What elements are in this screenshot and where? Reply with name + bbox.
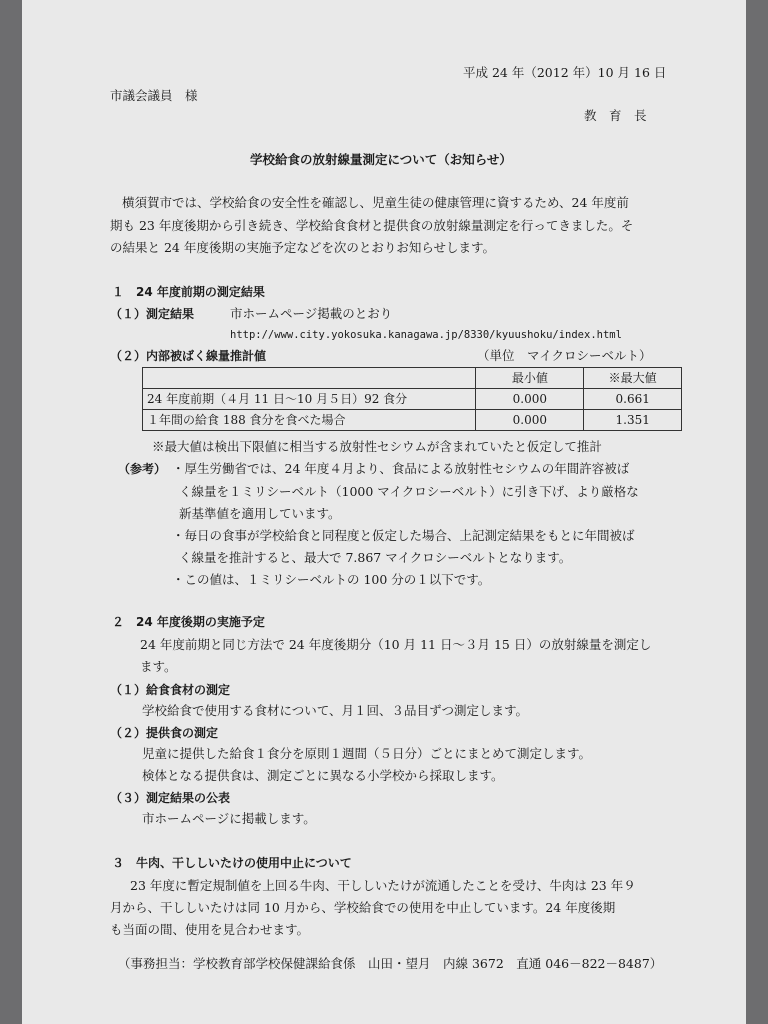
section2-sub2-line: 児童に提供した給食１食分を原則１週間（５日分）ごとにまとめて測定します。 (142, 746, 592, 761)
addressee: 市議会議員 様 (110, 88, 198, 103)
intro-line: の結果と 24 年度後期の実施予定などを次のとおりお知らせします。 (110, 240, 495, 255)
table-header-cell: 最小値 (476, 368, 584, 389)
table-cell-min: 0.000 (476, 410, 584, 431)
section3-line: 月から、干ししいたけは同 10 月から、学校給食での使用を中止しています。24 年度後期 (110, 900, 616, 915)
section1-sub1-text: 市ホームページ掲載のとおり (230, 306, 393, 321)
table-cell-max: 0.661 (584, 389, 682, 410)
section2-sub3-text: 市ホームページに掲載します。 (142, 811, 316, 826)
table-cell-period: １年間の給食 188 食分を食べた場合 (143, 410, 476, 431)
reference-line: く線量を推計すると、最大で 7.867 マイクロシーベルトとなります。 (179, 550, 572, 565)
table-header-cell (143, 368, 476, 389)
table-cell-period: 24 年度前期（４月 11 日～10 月５日）92 食分 (143, 389, 476, 410)
results-url[interactable]: http://www.city.yokosuka.kanagawa.jp/8330/kyuushoku/index.html (230, 329, 622, 341)
intro-line: 横須賀市では、学校給食の安全性を確認し、児童生徒の健康管理に資するため、24 年度前 (122, 195, 629, 210)
table-header-cell: ※最大値 (584, 368, 682, 389)
sender: 教 育 長 (584, 108, 647, 123)
document-title: 学校給食の放射線量測定について（お知らせ） (250, 152, 512, 167)
dose-table (142, 367, 682, 431)
document-page (22, 0, 746, 1024)
section2-line: 24 年度前期と同じ方法で 24 年度後期分（10 月 11 日～３月 15 日）の放射線量を測定し (140, 637, 652, 652)
reference-line: ・この値は、１ミリシーベルトの 100 分の１以下です。 (172, 572, 491, 587)
unit-label: （単位 マイクロシーベルト） (477, 348, 652, 363)
section1-heading: １ 24 年度前期の測定結果 (112, 285, 265, 299)
section1-sub2-label: （２）内部被ばく線量推計値 (110, 349, 267, 363)
section3-line: 23 年度に暫定規制値を上回る牛肉、干ししいたけが流通したことを受け、牛肉は 23 年９ (130, 878, 636, 893)
section2-heading: ２ 24 年度後期の実施予定 (112, 615, 265, 629)
section1-sub1-label: （１）測定結果 (110, 307, 195, 321)
section2-sub2-line: 検体となる提供食は、測定ごとに異なる小学校から採取します。 (142, 768, 504, 783)
reference-line: 新基準値を適用しています。 (179, 506, 341, 521)
intro-line: 期も 23 年度後期から引き続き、学校給食食材と提供食の放射線量測定を行ってきました。そ (110, 218, 634, 233)
table-row (143, 410, 682, 431)
section3-heading: ３ 牛肉、干ししいたけの使用中止について (112, 856, 352, 870)
section2-line: ます。 (140, 659, 177, 674)
reference-line: ・厚生労働省では、24 年度４月より、食品による放射性セシウムの年間許容被ば (172, 461, 630, 476)
section2-sub1-text: 学校給食で使用する食材について、月１回、３品目ずつ測定します。 (142, 703, 529, 718)
table-header-row (143, 368, 682, 389)
document-date: 平成 24 年（2012 年）10 月 16 日 (463, 65, 667, 80)
section3-line: も当面の間、使用を見合わせます。 (110, 922, 310, 937)
table-cell-max: 1.351 (584, 410, 682, 431)
reference-line: く線量を１ミリシーベルト（1000 マイクロシーベルト）に引き下げ、より厳格な (179, 484, 639, 499)
table-row (143, 389, 682, 410)
section2-sub2-label: （２）提供食の測定 (110, 726, 219, 740)
section2-sub3-label: （３）測定結果の公表 (110, 791, 231, 805)
reference-line: ・毎日の食事が学校給食と同程度と仮定した場合、上記測定結果をもとに年間被ば (172, 528, 635, 543)
reference-label: （参考） (118, 462, 167, 476)
section2-sub1-label: （１）給食食材の測定 (110, 683, 231, 697)
table-cell-min: 0.000 (476, 389, 584, 410)
table-note: ※最大値は検出下限値に相当する放射性セシウムが含まれていたと仮定して推計 (152, 439, 602, 454)
contact-info: （事務担当：学校教育部学校保健課給食係 山田・望月 内線 3672 直通 046－822－8487） (118, 956, 663, 971)
